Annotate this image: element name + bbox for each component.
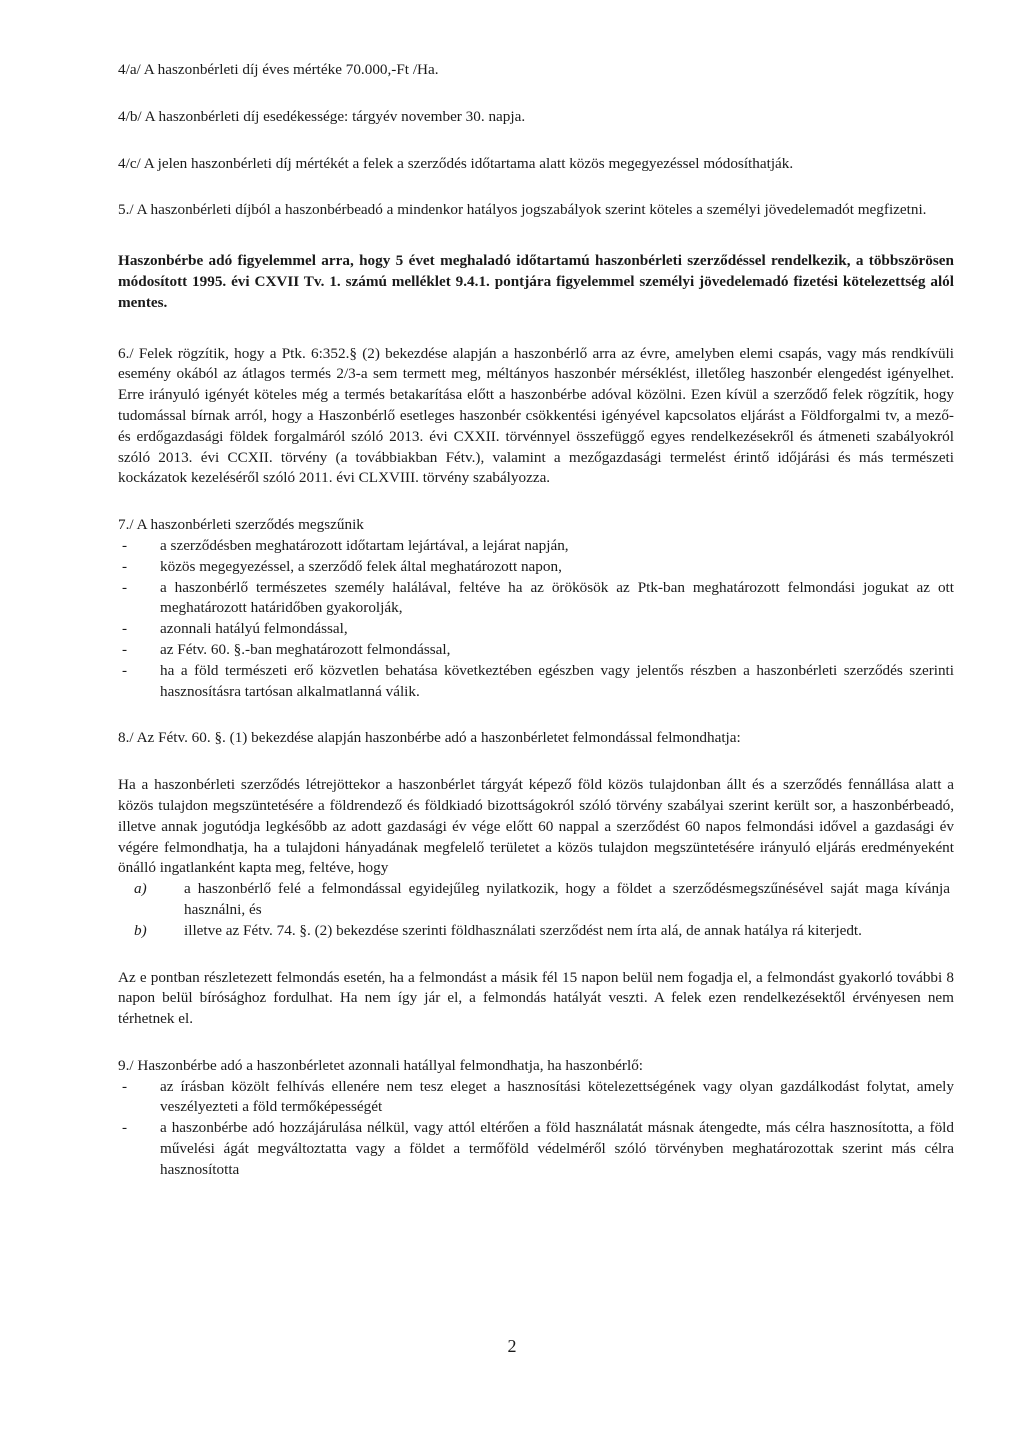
list-item [118, 661, 954, 703]
clause-4c: 4/c/ A jelen haszonbérleti díj mértékét a felek a szerződés időtartama alatt közös megegyezéssel módosíthatják. [118, 154, 794, 172]
list-item-text: az Fétv. 60. §.-ban meghatározott felmondással, [160, 640, 451, 658]
tax-exemption-statement: Haszonbérbe adó figyelemmel arra, hogy 5 évet meghaladó időtartamú haszonbérleti szerződéssel rendelkezik, a többszörösen módosított 1995. évi CXVII Tv. 1. számú melléklet 9.4.1. pontjára figyelemmel személyi jövedelemadó fizetési kötelezettség alól mentes. [118, 252, 954, 311]
list-item-text: illetve az Fétv. 74. §. (2) bekezdése szerinti földhasználati szerződést nem írta alá, de annak hatálya rá kiterjedt. [184, 921, 862, 939]
page-number: 2 [507, 1336, 517, 1356]
dash-marker: - [122, 620, 128, 638]
list-item [118, 557, 954, 578]
list-item-text: a haszonbérlő felé a felmondással egyidejűleg nyilatkozik, hogy a földet a szerződésmegszűnésével saját maga kívánja használni, és [184, 880, 950, 918]
dash-marker: - [122, 1119, 128, 1137]
list-item [118, 578, 954, 620]
list-item [118, 1118, 954, 1180]
document-page [118, 60, 954, 1181]
dash-marker: - [122, 661, 128, 679]
clause-8-conditions [118, 879, 954, 941]
clause-6: 6./ Felek rögzítik, hogy a Ptk. 6:352.§ (2) bekezdése alapján a haszonbérlő arra az évre, amelyben elemi csapás, vagy más rendkívüli esemény okából az átlagos termés 2/3-a sem termett meg, méltányos haszonbér mérséklést, illetőleg haszonbér elengedést igényelhet. Erre irányuló igényét köteles még a termés betakarítása előtt a haszonbérbe adóval közölni. Ezen kívül a szerződő felek rögzítik, hogy tudomással bírnak arról, hogy a Haszonbérlő esetleges haszonbér csökkentési igényével kapcsolatos eljárást a Földforgalmi tv, a mező- és erdőgazdasági földek forgalmáról szóló 2013. évi CXXII. törvénnyel összefüggő egyes rendelkezésekről és átmeneti szabályokról szóló 2013. évi CCXII. törvény (a továbbiakban Fétv.), valamint a mezőgazdasági termelést érintő időjárási és más természeti kockázatok kezeléséről szóló 2011. évi CLXVIII. törvény szabályozza. [118, 344, 954, 487]
list-item [118, 1077, 954, 1119]
clause-5: 5./ A haszonbérleti díjból a haszonbérbeadó a mindenkor hatályos jogszabályok szerint köteles a személyi jövedelemadót megfizetni. [118, 201, 927, 219]
clause-4b: 4/b/ A haszonbérleti díj esedékessége: tárgyév november 30. napja. [118, 107, 526, 125]
clause-8-intro: 8./ Az Fétv. 60. §. (1) bekezdése alapján haszonbérbe adó a haszonbérletet felmondással felmondhatja: [118, 729, 741, 747]
list-item-text: ha a föld természeti erő közvetlen behatása következtében egészben vagy jelentős részben a haszonbérleti szerződés szerinti hasznosításra tartósan alkalmatlanná válik. [160, 661, 954, 700]
dash-marker: - [122, 1077, 128, 1095]
item-letter: b) [134, 921, 147, 939]
clause-7-intro: 7./ A haszonbérleti szerződés megszűnik [118, 516, 364, 534]
list-item-text: a szerződésben meghatározott időtartam lejártával, a lejárat napján, [160, 536, 569, 554]
list-item [118, 536, 954, 557]
clause-8-end: Az e pontban részletezett felmondás esetén, ha a felmondást a másik fél 15 napon belül nem fogadja el, a felmondást gyakorló további 8 napon belül bírósághoz fordulhat. Ha nem így jár el, a felmondás hatályát veszti. A felek ezen rendelkezésektől érvényesen nem térhetnek el. [118, 968, 954, 1028]
clause-9-list [118, 1077, 954, 1181]
item-letter: a) [134, 880, 147, 898]
list-item-text: a haszonbérbe adó hozzájárulása nélkül, vagy attól eltérően a föld használatát másnak átengedte, más célra hasznosította, a föld művelési ágát megváltoztatta vagy a földet a termőföld védelméről szóló törvényben meghatározottak szerint más célra hasznosította [160, 1119, 954, 1178]
clause-7-list [118, 536, 954, 702]
dash-marker: - [122, 640, 128, 658]
list-item [118, 640, 954, 661]
dash-marker: - [122, 578, 128, 596]
list-item [118, 921, 954, 942]
clause-9-intro: 9./ Haszonbérbe adó a haszonbérletet azonnali hatállyal felmondhatja, ha haszonbérlő: [118, 1056, 644, 1074]
list-item [118, 619, 954, 640]
dash-marker: - [122, 536, 128, 554]
list-item [118, 879, 954, 921]
clause-4a: 4/a/ A haszonbérleti díj éves mértéke 70.000,-Ft /Ha. [118, 61, 439, 78]
dash-marker: - [122, 557, 128, 575]
list-item-text: a haszonbérlő természetes személy halálával, feltéve ha az örökösök az Ptk-ban meghatározott felmondási jogukat az ott meghatározott határidőben gyakorolják, [160, 578, 954, 617]
list-item-text: az írásban közölt felhívás ellenére nem tesz eleget a hasznosítási kötelezettségének vagy olyan gazdálkodást folytat, amely veszélyezteti a föld termőképességét [160, 1077, 954, 1116]
clause-8-body: Ha a haszonbérleti szerződés létrejöttekor a haszonbérlet tárgyát képező föld közös tulajdonban állt és a szerződés fennállása alatt a közös tulajdon megszüntetésére a földrendező és földkiadó bizottságokról szóló törvény szabályai szerint került sor, a haszonbérbeadó, illetve annak jogutódja legkésőbb az adott gazdasági év vége előtt 60 nappal a szerződést 60 napos felmondási idővel a gazdasági év végére felmondhatja, ha a tulajdoni hányadának megfelelő területet a közös tulajdon megszüntetésére irányuló eljárás eredményeként önálló ingatlanként kapta meg, feltéve, hogy [118, 776, 954, 877]
list-item-text: azonnali hatályú felmondással, [160, 620, 348, 638]
list-item-text: közös megegyezéssel, a szerződő felek által meghatározott napon, [160, 557, 562, 575]
